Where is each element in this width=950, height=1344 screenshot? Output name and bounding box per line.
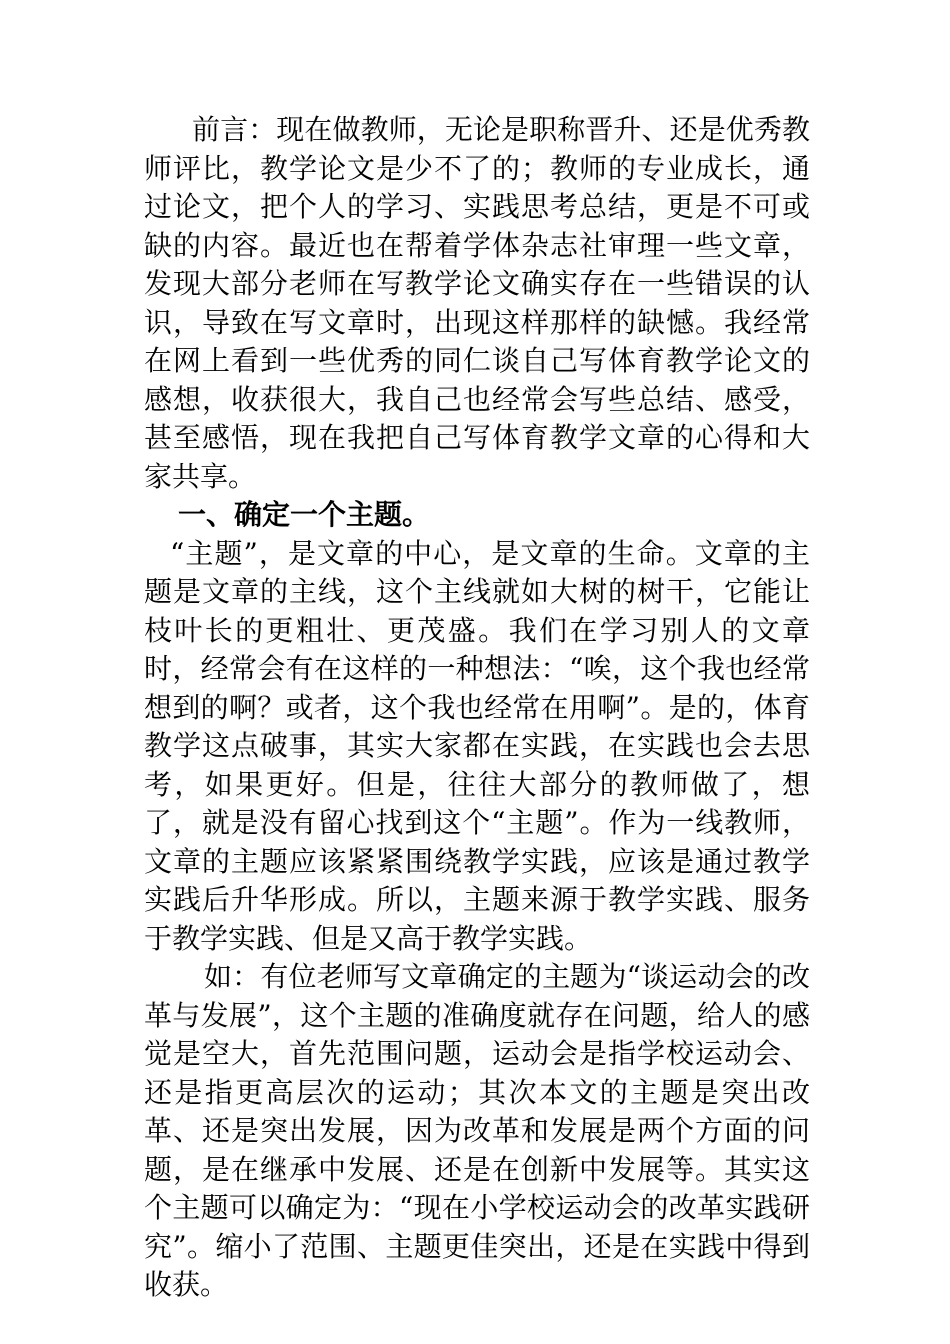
section-heading: 一、确定一个主题。	[178, 498, 431, 531]
document-body	[144, 111, 810, 1305]
example-paragraph: 如：有位老师写文章确定的主题为“谈运动会的改革与发展”，这个主题的准确度就存在问题，给人的感觉是空大，首先范围问题，运动会是指学校运动会、还是指更高层次的运动；其次本文的主题是突出改革、还是突出发展，因为改革和发展是两个方面的问题，是在继承中发展、还是在创新中发展等。其实这个主题可以确定为：“现在小学校运动会的改革实践研究”。缩小了范围、主题更佳突出，还是在实践中得到收获。	[144, 960, 810, 1301]
intro-paragraph: 前言：现在做教师，无论是职称晋升、还是优秀教师评比，教学论文是少不了的；教师的专业成长，通过论文，把个人的学习、实践思考总结，更是不可或缺的内容。最近也在帮着学体杂志社审理一些文章，发现大部分老师在写教学论文确实存在一些错误的认识，导致在写文章时，出现这样那样的缺憾。我经常在网上看到一些优秀的同仁谈自己写体育教学论文的感想，收获很大，我自己也经常会写些总结、感受，甚至感悟，现在我把自己写体育教学文章的心得和大家共享。	[144, 113, 810, 493]
body-paragraph: “主题”，是文章的中心，是文章的生命。文章的主题是文章的主线，这个主线就如大树的树干，它能让枝叶长的更粗壮、更茂盛。我们在学习别人的文章时，经常会有在这样的一种想法：“唉，这个我也经常想到的啊？或者，这个我也经常在用啊”。是的，体育教学这点破事，其实大家都在实践，在实践也会去思考，如果更好。但是，往往大部分的教师做了，想了，就是没有留心找到这个“主题”。作为一线教师，文章的主题应该紧紧围绕教学实践，应该是通过教学实践后升华形成。所以，主题来源于教学实践、服务于教学实践、但是又高于教学实践。	[144, 536, 810, 955]
